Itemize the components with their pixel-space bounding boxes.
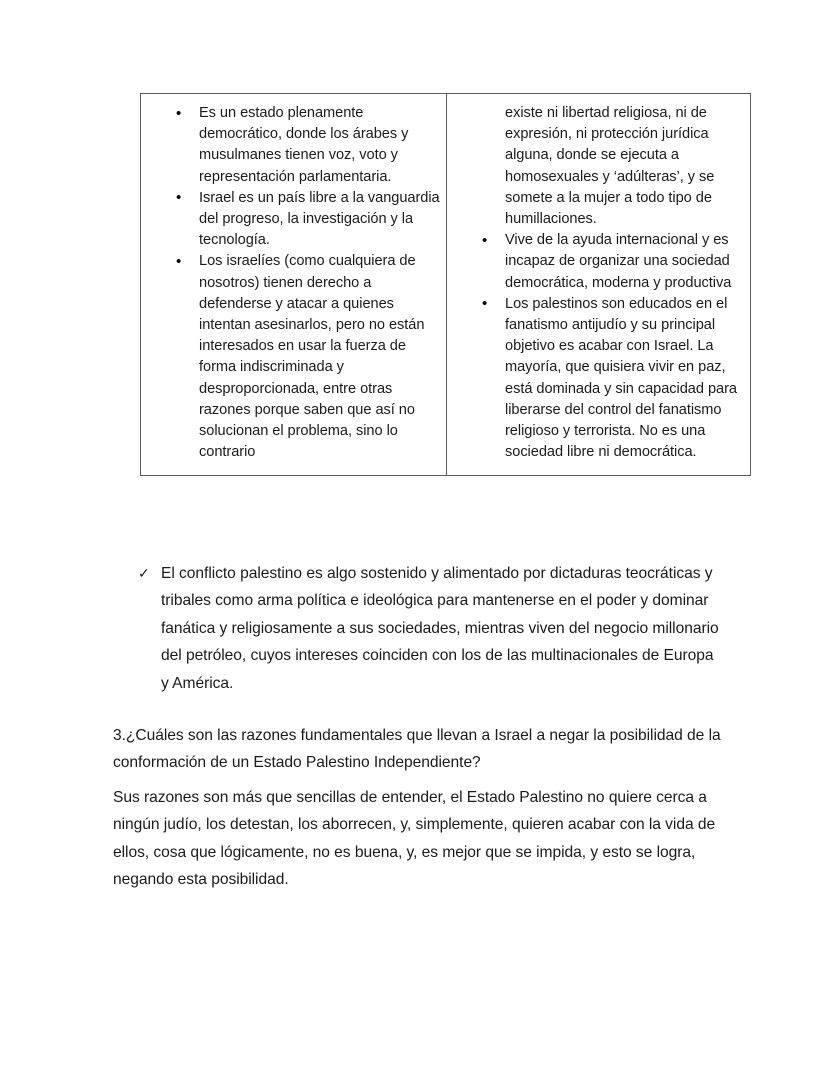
list-item-continuation: existe ni libertad religiosa, ni de expresión, ni protección jurídica alguna, donde se ejecuta a homosexuales y ‘adúlteras’, y se somete a la mujer a todo tipo de humillaciones. (505, 105, 715, 228)
question-paragraph: 3.¿Cuáles son las razones fundamentales que llevan a Israel a negar la posibilidad de la conformación de un Estado Palestino Independiente? (113, 727, 721, 772)
list-item: • Vive de la ayuda internacional y es incapaz de organizar una sociedad democrática, moderna y productiva (453, 230, 746, 294)
list-item: • Los palestinos son educados en el fanatismo antijudío y su principal objetivo es acabar con Israel. La mayoría, que quisiera vivir en paz, está dominada y sin capacidad para liberarse del control del fanatismo religioso y terrorista. No es una sociedad libre ni democrática. (453, 294, 746, 464)
left-column-bullet-list (147, 103, 440, 463)
table-cell-right (447, 94, 753, 475)
list-item: • Los israelíes (como cualquiera de nosotros) tienen derecho a defenderse y atacar a quienes intentan asesinarlos, pero no están interesados en usar la fuerza de forma indiscriminada y desproporcionada, entre otras razones porque saben que así no solucionan el problema, sino lo contrario (147, 251, 440, 463)
comparison-table (140, 93, 751, 476)
checkmark-list-item: ✓ El conflicto palestino es algo sostenido y alimentado por dictaduras teocráticas y tribales como arma política e ideológica para mantenerse en el poder y dominar fanática y religiosamente a sus sociedades, mientras viven del negocio millonario del petróleo, cuyos intereses coinciden con los de las multinacionales de Europa y América. (113, 560, 723, 697)
table-cell-left (141, 94, 447, 475)
checkmark-list (113, 560, 723, 697)
table-row (141, 94, 752, 475)
list-item: • Israel es un país libre a la vanguardia del progreso, la investigación y la tecnología. (147, 188, 440, 252)
right-column-bullet-list (453, 103, 746, 463)
answer-paragraph: Sus razones son más que sencillas de entender, el Estado Palestino no quiere cerca a ningún judío, los detestan, los aborrecen, y, simplemente, quieren acabar con la vida de ellos, cosa que lógicamente, no es buena, y, es mejor que se impida, y esto se logra, negando esta posibilidad. (113, 789, 716, 889)
list-item: • Es un estado plenamente democrático, donde los árabes y musulmanes tienen voz, voto y representación parlamentaria. (147, 103, 440, 188)
